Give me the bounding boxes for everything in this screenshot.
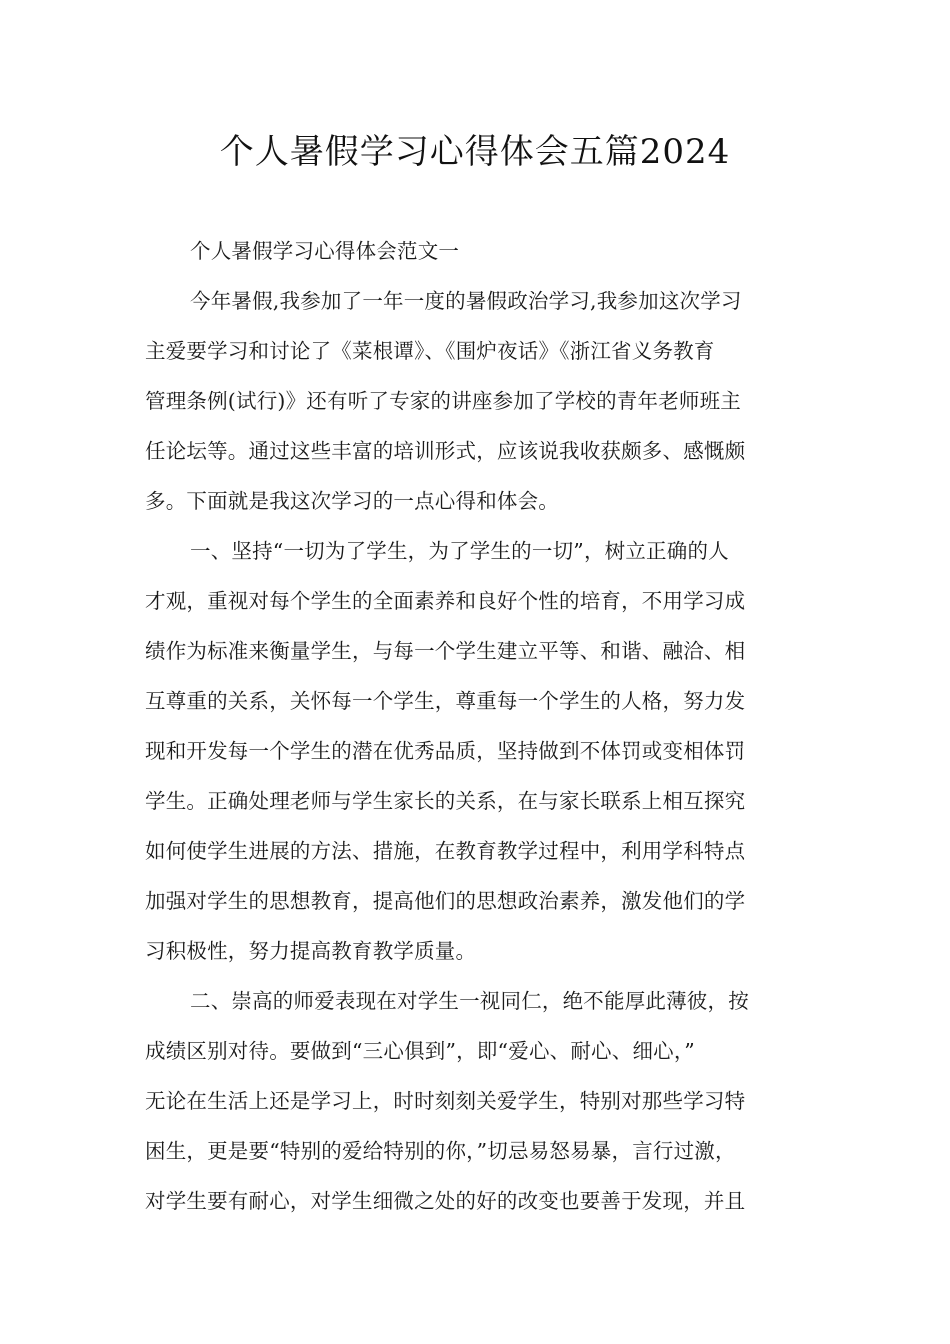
paragraph-line: 对学生要有耐心，对学生细微之处的好的改变也要善于发现，并且 [145,1189,746,1213]
paragraph-line: 加强对学生的思想教育，提高他们的思想政治素养，激发他们的学 [145,889,746,913]
paragraph-line: 互尊重的关系，关怀每一个学生，尊重每一个学生的人格，努力发 [145,689,746,713]
document-title: 个人暑假学习心得体会五篇2024 [219,132,731,172]
section-heading: 个人暑假学习心得体会范文一 [190,239,460,263]
paragraph-line: 困生，更是要“特别的爱给特别的你，”切忌易怒易暴，言行过激， [145,1139,736,1163]
paragraph-line: 主爱要学习和讨论了《菜根谭》、《围炉夜话》《浙江省义务教育 [145,339,715,363]
paragraph-line: 学生。正确处理老师与学生家长的关系，在与家长联系上相互探究 [145,789,746,813]
paragraph-line: 一、坚持“一切为了学生，为了学生的一切”，树立正确的人 [190,539,729,563]
paragraph-line: 绩作为标准来衡量学生，与每一个学生建立平等、和谐、融洽、相 [145,639,746,663]
paragraph-line: 今年暑假,我参加了一年一度的暑假政治学习,我参加这次学习 [190,289,742,313]
paragraph-line: 无论在生活上还是学习上，时时刻刻关爱学生，特别对那些学习特 [145,1089,746,1113]
paragraph-line: 习积极性，努力提高教育教学质量。 [145,939,477,963]
paragraph-line: 任论坛等。通过这些丰富的培训形式，应该说我收获颇多、感慨颇 [145,439,746,463]
paragraph-line: 管理条例(试行)》还有听了专家的讲座参加了学校的青年老师班主 [145,389,741,413]
paragraph-line: 现和开发每一个学生的潜在优秀品质，坚持做到不体罚或变相体罚 [145,739,746,763]
paragraph-line: 二、崇高的师爱表现在对学生一视同仁，绝不能厚此薄彼，按 [190,989,749,1013]
paragraph-line: 成绩区别对待。要做到“三心俱到”，即“爱心、耐心、细心，” [145,1039,695,1063]
paragraph-line: 才观，重视对每个学生的全面素养和良好个性的培育，不用学习成 [145,589,746,613]
paragraph-line: 多。下面就是我这次学习的一点心得和体会。 [145,489,559,513]
paragraph-line: 如何使学生进展的方法、措施，在教育教学过程中，利用学科特点 [145,839,746,863]
